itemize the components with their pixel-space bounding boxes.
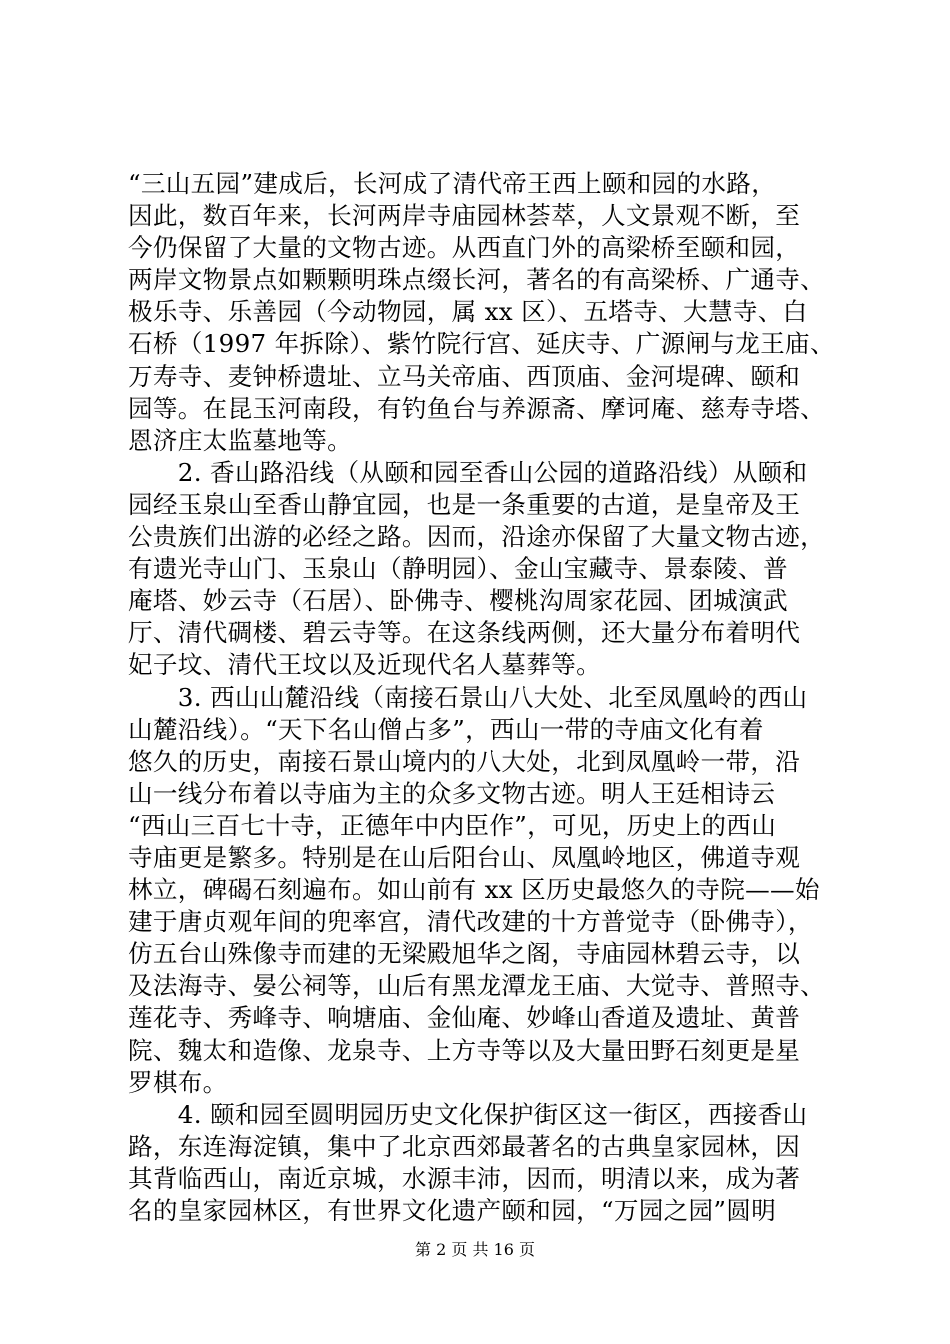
text-line: 寺庙更是繁多。特别是在山后阳台山、凤凰岭地区，佛道寺观 xyxy=(128,842,801,872)
text-line: 厅、清代碉楼、碧云寺等。在这条线两侧，还大量分布着明代 xyxy=(128,618,801,648)
text-line: 2. 香山路沿线（从颐和园至香山公园的道路沿线）从颐和 xyxy=(128,457,808,487)
text-line: 建于唐贞观年间的兜率宫，清代改建的十方普觉寺（卧佛寺）， xyxy=(128,907,813,937)
text-line: 两岸文物景点如颗颗明珠点缀长河，著名的有高梁桥、广通寺、 xyxy=(128,265,826,295)
text-line: 悠久的历史，南接石景山境内的八大处，北到凤凰岭一带，沿 xyxy=(128,746,801,776)
text-line: 路，东连海淀镇，集中了北京西郊最著名的古典皇家园林，因 xyxy=(128,1131,801,1161)
text-line: 园经玉泉山至香山静宜园，也是一条重要的古道，是皇帝及王 xyxy=(128,489,801,519)
text-line: 今仍保留了大量的文物古迹。从西直门外的高梁桥至颐和园， xyxy=(128,233,801,263)
text-line: 有遗光寺山门、玉泉山（静明园）、金山宝藏寺、景泰陵、普 xyxy=(128,554,788,584)
text-line: 妃子坟、清代王坟以及近现代名人墓葬等。 xyxy=(128,650,601,680)
text-line: 石桥（1997 年拆除）、紫竹院行宫、延庆寺、广源闸与龙王庙、 xyxy=(128,329,835,359)
text-line: 万寿寺、麦钟桥遗址、立马关帝庙、西顶庙、金河堤碑、颐和 xyxy=(128,361,801,391)
text-line: 恩济庄太监墓地等。 xyxy=(128,425,353,455)
text-line: 林立，碑碣石刻遍布。如山前有 xx 区历史最悠久的寺院——始 xyxy=(128,875,820,905)
text-line: “三山五园”建成后，长河成了清代帝王西上颐和园的水路， xyxy=(128,169,777,198)
text-line: “西山三百七十寺，正德年中内臣作”，可见，历史上的西山 xyxy=(128,810,777,840)
text-line: 罗棋布。 xyxy=(128,1067,228,1097)
text-line: 及法海寺、晏公祠等，山后有黑龙潭龙王庙、大觉寺、普照寺、 xyxy=(128,971,826,1001)
text-line: 其背临西山，南近京城，水源丰沛，因而，明清以来，成为著 xyxy=(128,1163,801,1193)
text-line: 极乐寺、乐善园（今动物园，属 xx 区）、五塔寺、大慧寺、白 xyxy=(128,297,808,327)
text-line: 公贵族们出游的必经之路。因而，沿途亦保留了大量文物古迹， xyxy=(128,522,826,552)
text-line: 因此，数百年来，长河两岸寺庙园林荟萃，人文景观不断，至 xyxy=(128,201,801,231)
text-line: 4. 颐和园至圆明园历史文化保护街区这一街区，西接香山 xyxy=(128,1099,808,1129)
text-line: 院、魏太和造像、龙泉寺、上方寺等以及大量田野石刻更是星 xyxy=(128,1035,801,1065)
text-line: 莲花寺、秀峰寺、响塘庙、金仙庵、妙峰山香道及遗址、黄普 xyxy=(128,1003,801,1033)
text-line: 山一线分布着以寺庙为主的众多文物古迹。明人王廷相诗云 xyxy=(128,778,776,808)
page-footer: 第 2 页 共 16 页 xyxy=(415,1240,535,1259)
text-line: 山麓沿线）。“天下名山僧占多”，西山一带的寺庙文化有着 xyxy=(128,714,764,744)
text-line: 仿五台山殊像寺而建的无梁殿旭华之阁，寺庙园林碧云寺，以 xyxy=(128,939,801,969)
text-line: 名的皇家园林区，有世界文化遗产颐和园，“万园之园”圆明 xyxy=(128,1196,777,1225)
text-line: 庵塔、妙云寺（石居）、卧佛寺、樱桃沟周家花园、团城演武 xyxy=(128,586,788,616)
text-line: 园等。在昆玉河南段，有钓鱼台与养源斋、摩诃庵、慈寿寺塔、 xyxy=(128,393,826,423)
text-line: 3. 西山山麓沿线（南接石景山八大处、北至凤凰岭的西山 xyxy=(128,682,808,712)
body-text xyxy=(128,168,840,1227)
